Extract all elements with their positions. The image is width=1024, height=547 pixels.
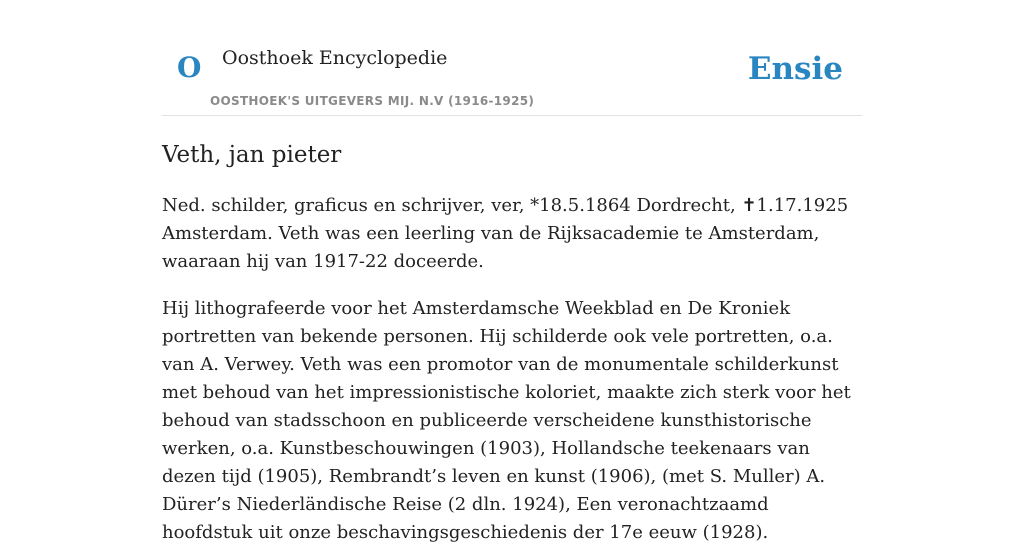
entry-title: Veth, jan pieter [162,142,342,168]
entry-paragraph-2: Hij lithografeerde voor het Amsterdamsche Weekblad en De Kroniek portretten van bekende personen. Hij schilderde ook vele portretten, o.a. van A. Verwey. Veth was een promotor van de monumentale schilderkunst met behoud van het impressionistische koloriet, maakte zich sterk voor het behoud van stadsschoon en publiceerde verscheidene kunsthistorische werken, o.a. Kunstbeschouwingen (1903), Hollandsche teekenaars van dezen tijd (1905), Rembrandt’s leven en kunst (1906), (met S. Muller) A. Dürer’s Niederländische Reise (2 dln. 1924), Een veronachtzaamd hoofdstuk uit onze beschavingsgeschiedenis der 17e eeuw (1928). [162,298,851,543]
ensie-brand-link[interactable]: Ensie [747,51,843,87]
publisher-subtitle: OOSTHOEK'S UITGEVERS MIJ. N.V (1916-1925) [210,94,535,108]
page [162,0,862,547]
entry-body [162,192,862,547]
entry-paragraph-1: Ned. schilder, graficus en schrijver, ver, *18.5.1864 Dordrecht, ✝1.17.1925 Amsterdam. Veth was een leerling van de Rijksacademie te Amsterdam, waaraan hij van 1917-22 doceerde. [162,195,849,272]
site-logo-link[interactable]: O [177,51,202,84]
site-title[interactable]: Oosthoek Encyclopedie [222,47,448,69]
site-header [162,0,862,116]
